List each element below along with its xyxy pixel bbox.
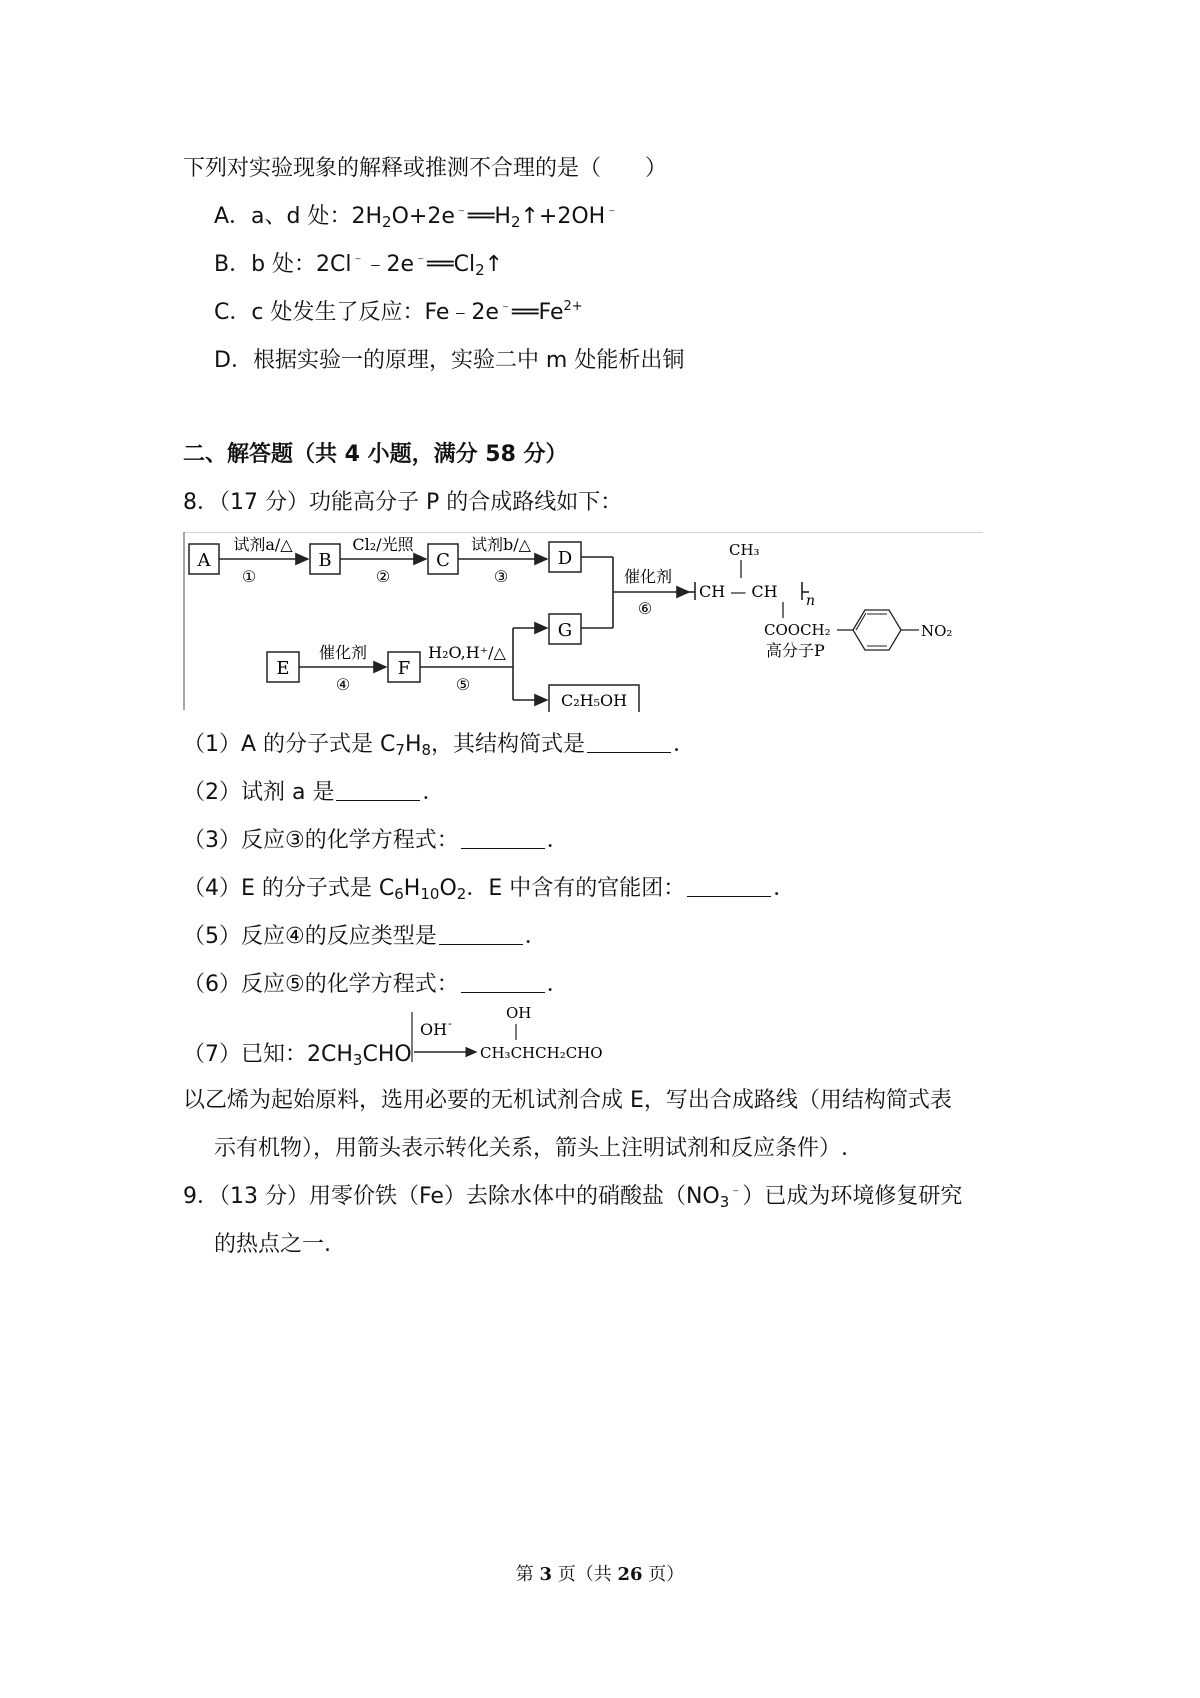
reaction-condition-sup: -: [448, 1017, 452, 1030]
box-e-label: E: [276, 658, 290, 679]
box-g-label: G: [557, 620, 573, 641]
arrow-6-reagent: 催化剂: [623, 567, 673, 586]
polymer-label: 高分子P: [766, 641, 825, 660]
arrow-5-number: ⑤: [455, 675, 471, 694]
q9-stem-line-2: 的热点之一.: [214, 1232, 331, 1257]
answer-blank[interactable]: [336, 780, 420, 801]
arrow-2-number: ②: [375, 567, 391, 586]
arrow-3-reagent: 试剂b/△: [471, 535, 531, 554]
reaction-condition: OH: [420, 1020, 448, 1039]
q8-part-3: （3）反应③的化学方程式： ．: [183, 828, 569, 853]
polymer-chain: CH — CH: [699, 582, 778, 601]
arrow-4-number: ④: [335, 675, 351, 694]
q7-stem: 下列对实验现象的解释或推测不合理的是（ ）: [183, 156, 668, 181]
arrow-4-reagent: 催化剂: [318, 643, 368, 662]
answer-blank[interactable]: [587, 732, 671, 753]
box-a-label: A: [197, 550, 211, 571]
box-ethanol-label: C₂H₅OH: [560, 691, 628, 710]
answer-blank[interactable]: [461, 828, 545, 849]
product-formula: CH₃CHCH₂CHO: [480, 1044, 603, 1062]
arrow-6-number: ⑥: [637, 599, 653, 618]
polymer-ester: COOCH₂: [764, 621, 831, 639]
synthesis-route-diagram: [183, 532, 983, 712]
q8-part-6: （6）反应⑤的化学方程式： ．: [183, 972, 569, 997]
section-heading: 二、解答题（共 4 小题，满分 58 分）: [183, 442, 568, 467]
arrow-1-number: ①: [241, 567, 257, 586]
box-c-label: C: [436, 550, 450, 571]
box-b-label: B: [318, 550, 332, 571]
q8-part-7-text-1: 以乙烯为起始原料，选用必要的无机试剂合成 E，写出合成路线（用结构简式表: [183, 1088, 952, 1113]
q7-option-d: D．根据实验一的原理，实验二中 m 处能析出铜: [214, 348, 685, 373]
polymer-no2: NO₂: [921, 622, 953, 640]
q8-stem: 8．（17 分）功能高分子 P 的合成路线如下：: [183, 490, 623, 515]
polymer-n: n: [806, 593, 816, 609]
q7-option-a: A．a、d 处：$2H_2O+2e^﹣══H_2↑+2OH^﹣$: [214, 203, 619, 231]
arrow-5-reagent: H₂O,H⁺/△: [428, 643, 506, 662]
box-d-label: D: [557, 548, 573, 569]
aldol-reaction-scheme: [410, 1000, 620, 1070]
page-number: 3: [539, 1564, 552, 1585]
arrow-1-reagent: 试剂a/△: [233, 535, 293, 554]
arrow-2-reagent: Cl₂/光照: [352, 535, 414, 554]
q8-part-4: （4）E 的分子式是 $C_6H_{10}O_2$．E 中含有的官能团： ．: [183, 876, 796, 903]
q7-option-c: C．c 处发生了反应：$Fe﹣2e^﹣══Fe^{2+}$: [214, 299, 583, 325]
q8-part-1: （1）A 的分子式是 $C_7H_8$，其结构简式是 ．: [183, 732, 696, 759]
q8-part-7-text-2: 示有机物），用箭头表示转化关系，箭头上注明试剂和反应条件）.: [214, 1136, 848, 1161]
q9-stem-line-1: 9．（13 分）用零价铁（Fe）去除水体中的硝酸盐$(NO_3^﹣)$已成为环境修复研究: [183, 1183, 963, 1211]
q8-part-2: （2）试剂 a 是 ．: [183, 780, 445, 805]
polymer-p-structure: [689, 541, 952, 660]
benzene-ring: [853, 610, 901, 650]
q8-part-5: （5）反应④的反应类型是 ．: [183, 924, 547, 949]
product-oh: OH: [506, 1004, 532, 1022]
box-f-label: F: [397, 658, 411, 679]
page-total: 26: [617, 1564, 643, 1585]
answer-blank[interactable]: [461, 972, 545, 993]
page-footer: 第 3 页（共 26 页）: [515, 1564, 685, 1585]
arrow-3-number: ③: [493, 567, 509, 586]
q8-part-7: （7）已知：$2CH_3CHO$: [183, 1042, 412, 1069]
answer-blank[interactable]: [687, 876, 771, 897]
q7-option-b: B．b 处：$2Cl^﹣﹣2e^﹣══Cl_2↑$: [214, 251, 504, 279]
answer-blank[interactable]: [439, 924, 523, 945]
polymer-ch3: CH₃: [729, 541, 760, 559]
